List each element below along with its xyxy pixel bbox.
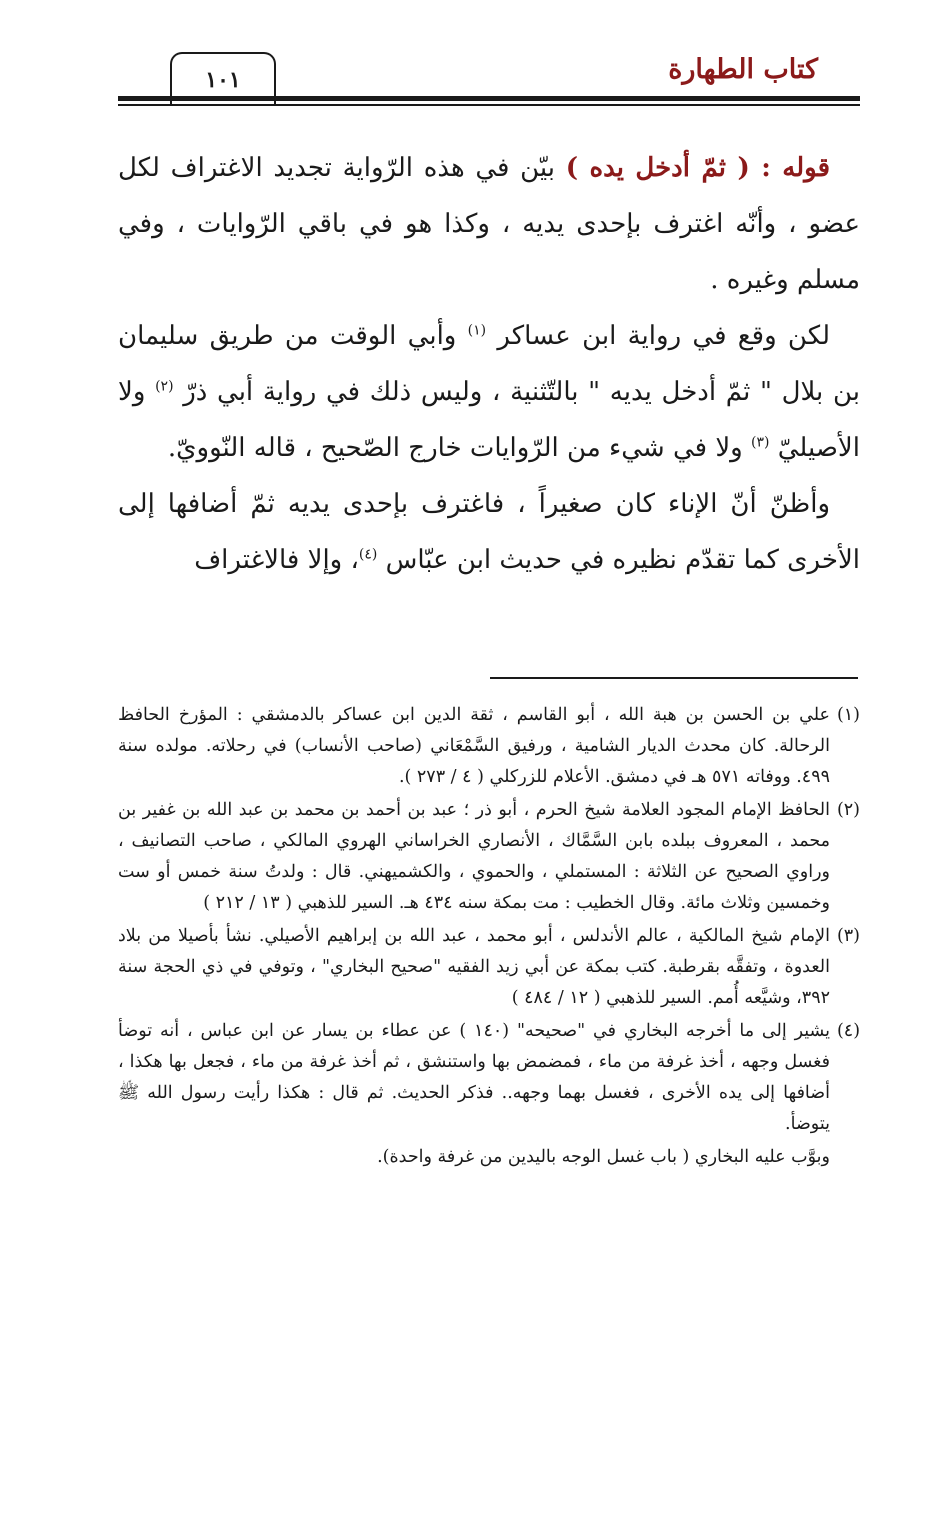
main-text (118, 140, 860, 588)
paragraph-2-text-c: ولا الأصيليّ (118, 377, 860, 463)
paragraph-2 (118, 308, 860, 476)
footnotes (118, 700, 860, 1175)
header-rule-thin (118, 104, 860, 106)
footnote-text: الحافظ الإمام المجود العلامة شيخ الحرم ، أبو ذر ؛ عبد بن أحمد بن محمد بن عبد الله بن غفير بن محمد ، المعروف ببلده بابن السَّمَّاك ، الأنصاري الخراساني الهروي المالكي ، صاحب التصانيف ، وراوي الصحيح عن الثلاثة : المستملي ، والحموي ، والكشميهني. قال : ولدتُ سنة خمس أو ست وخمسين وثلاث مائة. وقال الخطيب : مت بمكة سنه ٤٣٤ هـ. السير للذهبي ( ١٣ / ٢١٢ ) (118, 800, 830, 913)
footnote-number: (٢) (836, 800, 860, 820)
footnote-text: الإمام شيخ المالكية ، عالم الأندلس ، أبو محمد ، عبد الله بن إبراهيم الأصيلي. نشأ بأصيلا من بلاد العدوة ، وتفقَّه بقرطبة. كتب بمكة عن أبي زيد الفقيه "صحيح البخاري" ، وتوفي في ذي الحجة سنة ٣٩٢، وشيَّعه أُمم. السير للذهبي ( ١٢ / ٤٨٤ ) (118, 926, 830, 1008)
paragraph-2-text-a: لكن وقع في رواية ابن عساكر (486, 321, 830, 351)
footnote-number: (١) (836, 705, 860, 725)
footnote-text: علي بن الحسن بن هبة الله ، أبو القاسم ، ثقة الدين ابن عساكر بالدمشقي : المؤرخ الحافظ الرحالة. كان محدث الديار الشامية ، ورفيق السَّمْعَاني (صاحب الأنساب) في رحلاته. مولده سنة ٤٩٩. ووفاته ٥٧١ هـ في دمشق. الأعلام للزركلي ( ٤ / ٢٧٣ ). (118, 705, 830, 787)
paragraph-3-text-b: ، وإلا فالاغتراف (194, 545, 359, 575)
page-header (118, 52, 860, 112)
paragraph-3 (118, 476, 860, 588)
footnote-ref-4[interactable]: (٤) (358, 546, 378, 563)
footnote-text: وبوَّب عليه البخاري ( باب غسل الوجه باليدين من غرفة واحدة). (377, 1147, 830, 1167)
paragraph-1 (118, 140, 860, 308)
footnote-text: يشير إلى ما أخرجه البخاري في "صحيحه" (١٤٠ ) عن عطاء بن يسار عن ابن عباس ، أنه توضأ فغسل وجهه ، أخذ غرفة من ماء ، فمضمض بها واستنشق ، ثم أخذ غرفة من ماء ، فجعل بها هكذا ، أضافها إلى يده الأخرى ، فغسل بهما وجهه.. فذكر الحديث. ثم قال : هكذا رأيت رسول الله ﷺ يتوضأ. (118, 1021, 831, 1134)
paragraph-3-text-a: وأظنّ أنّ الإناء كان صغيراً ، فاغترف بإحدى يديه ثمّ أضافها إلى الأخرى كما تقدّم نظيره في حديث ابن عبّاس (118, 489, 860, 575)
footnote-1 (118, 700, 860, 793)
footnote-number: (٣) (836, 926, 860, 946)
footnote-4 (118, 1016, 860, 1140)
footnote-ref-3[interactable]: (٣) (751, 434, 770, 451)
footnote-ref-2[interactable]: (٢) (155, 378, 174, 395)
page-number: ١٠١ (205, 67, 241, 93)
footnote-separator (490, 677, 858, 679)
paragraph-1-text: بيّن في هذه الرّواية تجديد الاغتراف لكل عضو ، وأنّه اغترف بإحدى يديه ، وكذا هو في باقي الرّوايات ، وفي مسلم وغيره . (118, 153, 860, 295)
footnote-ref-1[interactable]: (١) (467, 322, 487, 339)
paragraph-2-text-b: وأبي الوقت من طريق سليمان بن بلال " ثمّ أدخل يديه " بالتّثنية ، وليس ذلك في رواية أبي ذرّ (118, 321, 860, 407)
footnote-3 (118, 921, 860, 1014)
paragraph-2-text-d: ولا في شيء من الرّوايات خارج الصّحيح ، قاله النّوويّ. (167, 433, 751, 463)
header-rule-thick (118, 96, 860, 101)
footnote-2 (118, 795, 860, 919)
quoted-phrase: قوله : ( ثمّ أدخل يده ) (565, 153, 831, 183)
footnote-number: (٤) (836, 1021, 861, 1041)
book-title: كتاب الطهارة (668, 54, 818, 85)
footnote-4-continuation (118, 1142, 860, 1173)
